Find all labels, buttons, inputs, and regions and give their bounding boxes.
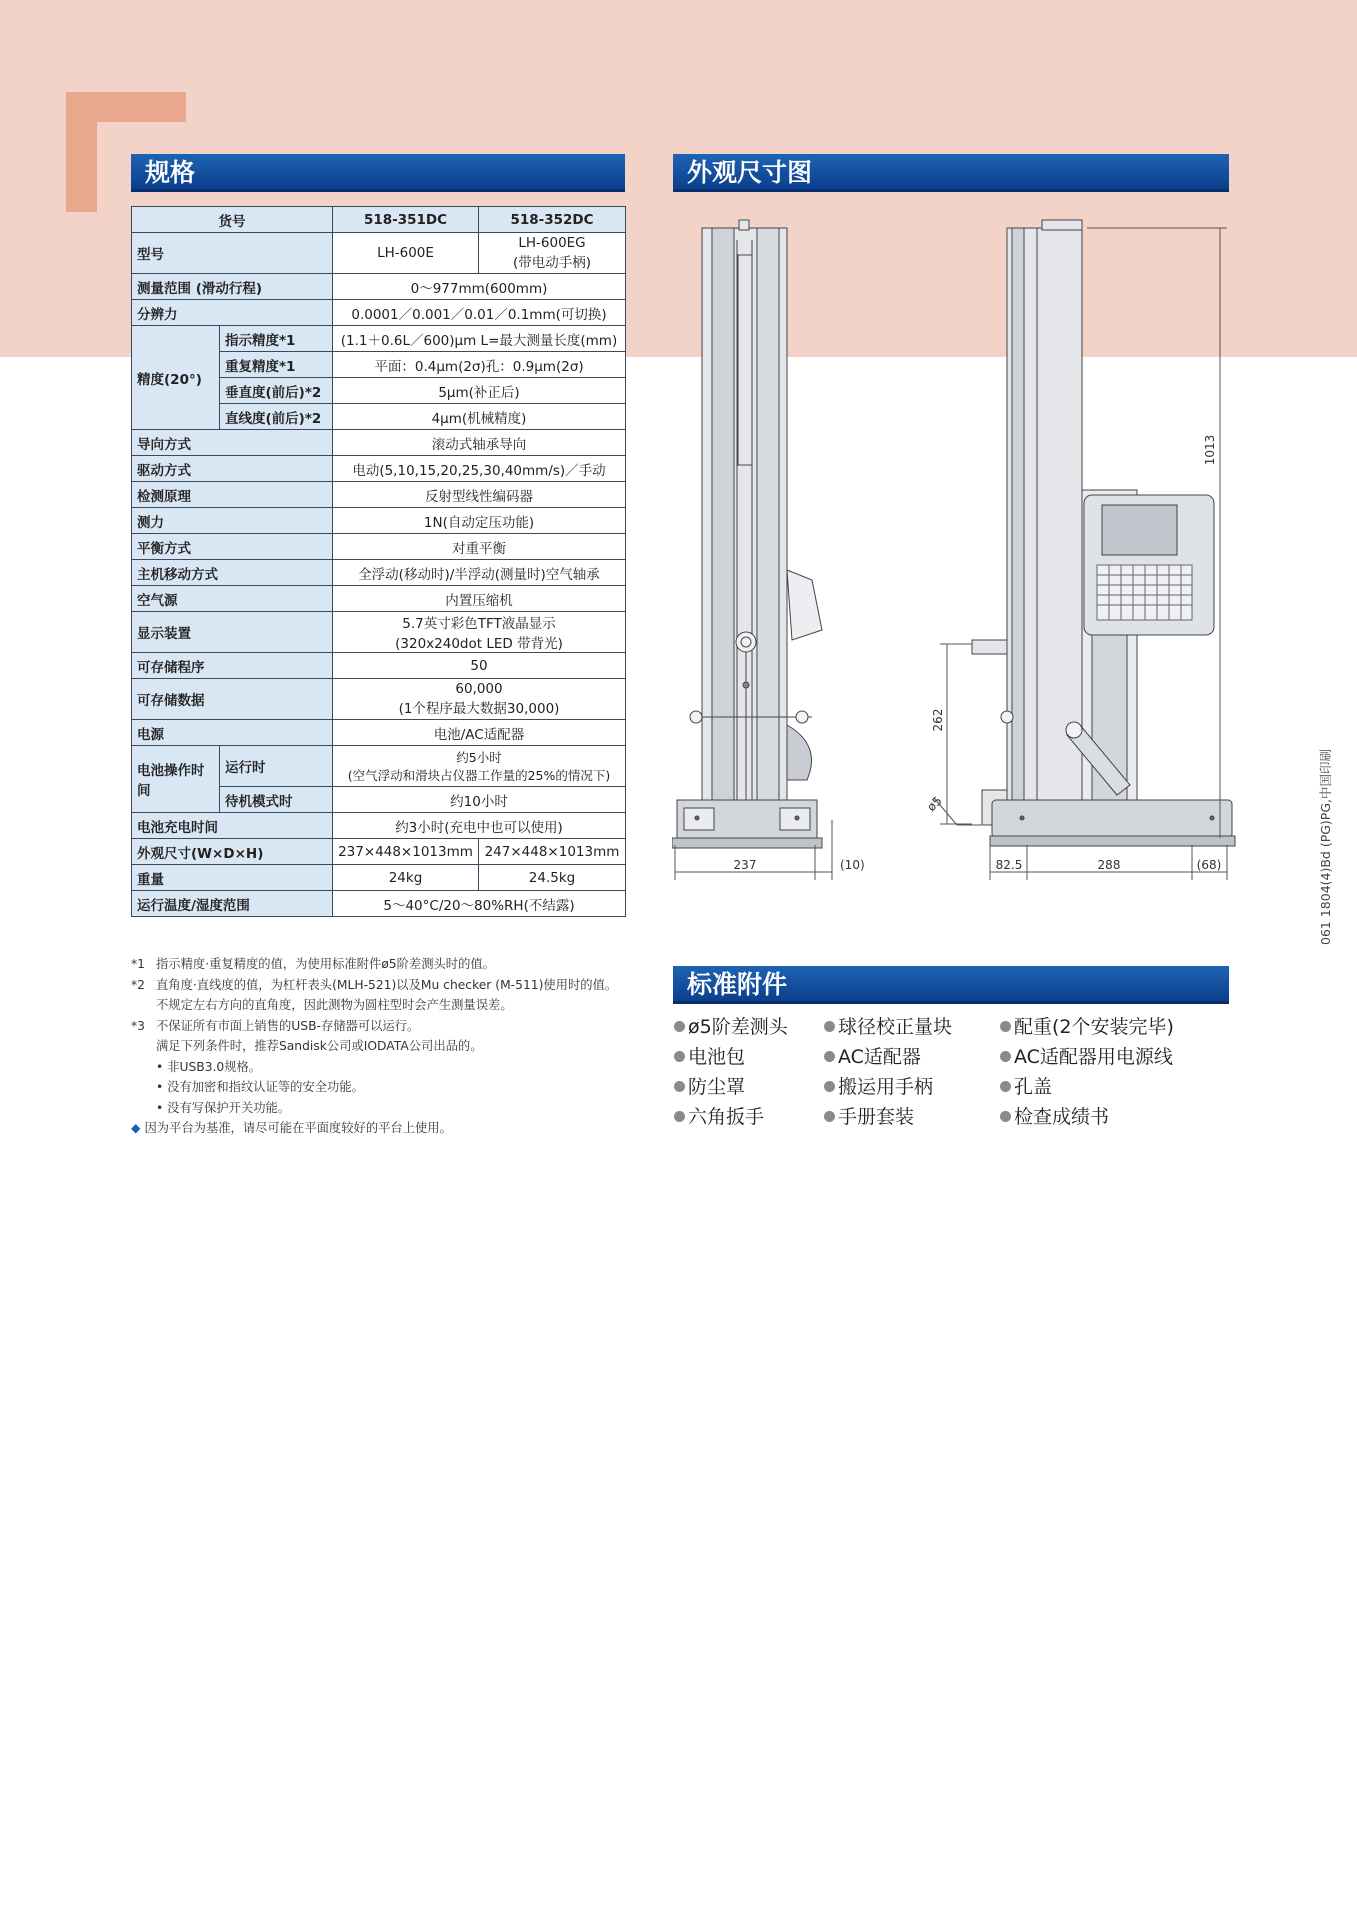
guide-label: 导向方式 [132,430,333,456]
air-value: 内置压缩机 [333,586,626,612]
range-label: 测量范围 (滑动行程) [132,274,333,300]
balance-label: 平衡方式 [132,534,333,560]
drive-label: 驱动方式 [132,456,333,482]
list-item: AC适配器用电源线 [1000,1044,1194,1070]
dim-side-depth: 288 [1097,858,1121,872]
spec-table [131,206,626,917]
footnote: 不规定左右方向的直角度，因此测物为圆柱型时会产生测量误差。 [156,998,513,1012]
publication-code: 061 1804(4)Bd (PG)PG,中国印刷 [1318,748,1333,945]
weight-col2: 24.5kg [479,865,626,891]
front-view [672,220,822,848]
dimensions-col2: 247×448×1013mm [479,839,626,865]
temp-value: 5～40°C/20～80%RH(不结露) [333,891,626,917]
list-item: 防尘罩 [674,1074,824,1100]
list-item: 配重(2个安装完毕) [1000,1014,1194,1040]
list-item: 球径校正量块 [824,1014,1000,1040]
list-item: 搬运用手柄 [824,1074,1000,1100]
temp-label: 运行温度/湿度范围 [132,891,333,917]
header-label: 货号 [132,207,333,233]
list-item: 检查成绩书 [1000,1104,1194,1130]
list-item: 电池包 [674,1044,824,1070]
dimensions-col1: 237×448×1013mm [333,839,479,865]
resolution-label: 分辨力 [132,300,333,326]
accuracy-label: 精度(20°) [132,326,220,430]
force-value: 1N(自动定压功能) [333,508,626,534]
movement-label: 主机移动方式 [132,560,333,586]
air-label: 空气源 [132,586,333,612]
accuracy-row-value: 平面：0.4μm(2σ)孔：0.9μm(2σ) [333,352,626,378]
dimension-drawing [672,200,1244,890]
accuracy-row-label: 指示精度*1 [220,326,333,352]
accuracy-row-label: 直线度(前后)*2 [220,404,333,430]
dim-side-left: 82.5 [995,858,1023,872]
dim-side-right: (68) [1196,858,1222,872]
dim-width-front: 237 [733,858,757,872]
weight-col1: 24kg [333,865,479,891]
spec-section-title: 规格 [131,154,625,192]
force-label: 测力 [132,508,333,534]
programs-value: 50 [333,653,626,679]
display-label: 显示装置 [132,612,333,653]
list-item: ø5阶差测头 [674,1014,824,1040]
data-label: 可存储数据 [132,679,333,720]
keypad-icon [1097,565,1192,620]
list-item: AC适配器 [824,1044,1000,1070]
header-col1: 518-351DC [333,207,479,233]
detection-label: 检测原理 [132,482,333,508]
corner-decoration-vertical [66,92,97,212]
battery-run-label: 运行时 [220,746,333,787]
resolution-value: 0.0001／0.001／0.01／0.1mm(可切换) [333,300,626,326]
dim-slider: 262 [931,708,945,732]
weight-label: 重量 [132,865,333,891]
dimensions-section-title: 外观尺寸图 [673,154,1229,192]
detection-value: 反射型线性编码器 [333,482,626,508]
accuracy-row-value: 4μm(机械精度) [333,404,626,430]
footnote: *3 不保证所有市面上销售的USB-存储器可以运行。 [131,1018,420,1033]
range-value: 0～977mm(600mm) [333,274,626,300]
footnote: *2 直角度·直线度的值，为杠杆表头(MLH-521)以及Mu checker (M-511)使用时的值。 [131,977,618,992]
accessories-list [674,1014,1194,1130]
footnote: • 没有加密和指纹认证等的安全功能。 [156,1080,364,1094]
charge-label: 电池充电时间 [132,813,333,839]
battery-standby-label: 待机模式时 [220,787,333,813]
list-item: 手册套装 [824,1104,1000,1130]
power-value: 电池/AC适配器 [333,720,626,746]
dimensions-label: 外观尺寸(W×D×H) [132,839,333,865]
header-col2: 518-352DC [479,207,626,233]
list-item: 六角扳手 [674,1104,824,1130]
programs-label: 可存储程序 [132,653,333,679]
model-col1: LH-600E [333,233,479,274]
footnote: 满足下列条件时，推荐Sandisk公司或IODATA公司出品的。 [156,1039,483,1053]
side-view [972,220,1235,846]
balance-value: 对重平衡 [333,534,626,560]
display-value: 5.7英寸彩色TFT液晶显示 (320x240dot LED 带背光) [333,612,626,653]
data-value: 60,000 (1个程序最大数据30,000) [333,679,626,720]
dim-front-offset: (10) [840,858,865,872]
model-col2: LH-600EG (带电动手柄) [479,233,626,274]
battery-standby-value: 约10小时 [333,787,626,813]
guide-value: 滚动式轴承导向 [333,430,626,456]
footnote: ◆ 因为平台为基准，请尽可能在平面度较好的平台上使用。 [131,1121,452,1135]
power-label: 电源 [132,720,333,746]
model-label: 型号 [132,233,333,274]
footnote: • 没有写保护开关功能。 [156,1100,291,1115]
footnote: *1 指示精度·重复精度的值，为使用标准附件ø5阶差测头时的值。 [131,957,495,971]
accuracy-row-label: 垂直度(前后)*2 [220,378,333,404]
dim-probe: ø5 [924,793,945,815]
accuracy-row-label: 重复精度*1 [220,352,333,378]
drive-value: 电动(5,10,15,20,25,30,40mm/s)／手动 [333,456,626,482]
footnote: • 非USB3.0规格。 [156,1059,262,1074]
charge-value: 约3小时(充电中也可以使用) [333,813,626,839]
footnotes [131,954,631,1139]
accuracy-row-value: 5μm(补正后) [333,378,626,404]
accuracy-row-value: (1.1＋0.6L／600)μm L=最大测量长度(mm) [333,326,626,352]
battery-run-value: 约5小时 (空气浮动和滑块占仪器工作量的25%的情况下) [333,746,626,787]
list-item: 孔盖 [1000,1074,1194,1100]
dim-height: 1013 [1203,434,1217,466]
battery-label: 电池操作时间 [132,746,220,813]
movement-value: 全浮动(移动时)/半浮动(测量时)空气轴承 [333,560,626,586]
accessories-section-title: 标准附件 [673,966,1229,1004]
